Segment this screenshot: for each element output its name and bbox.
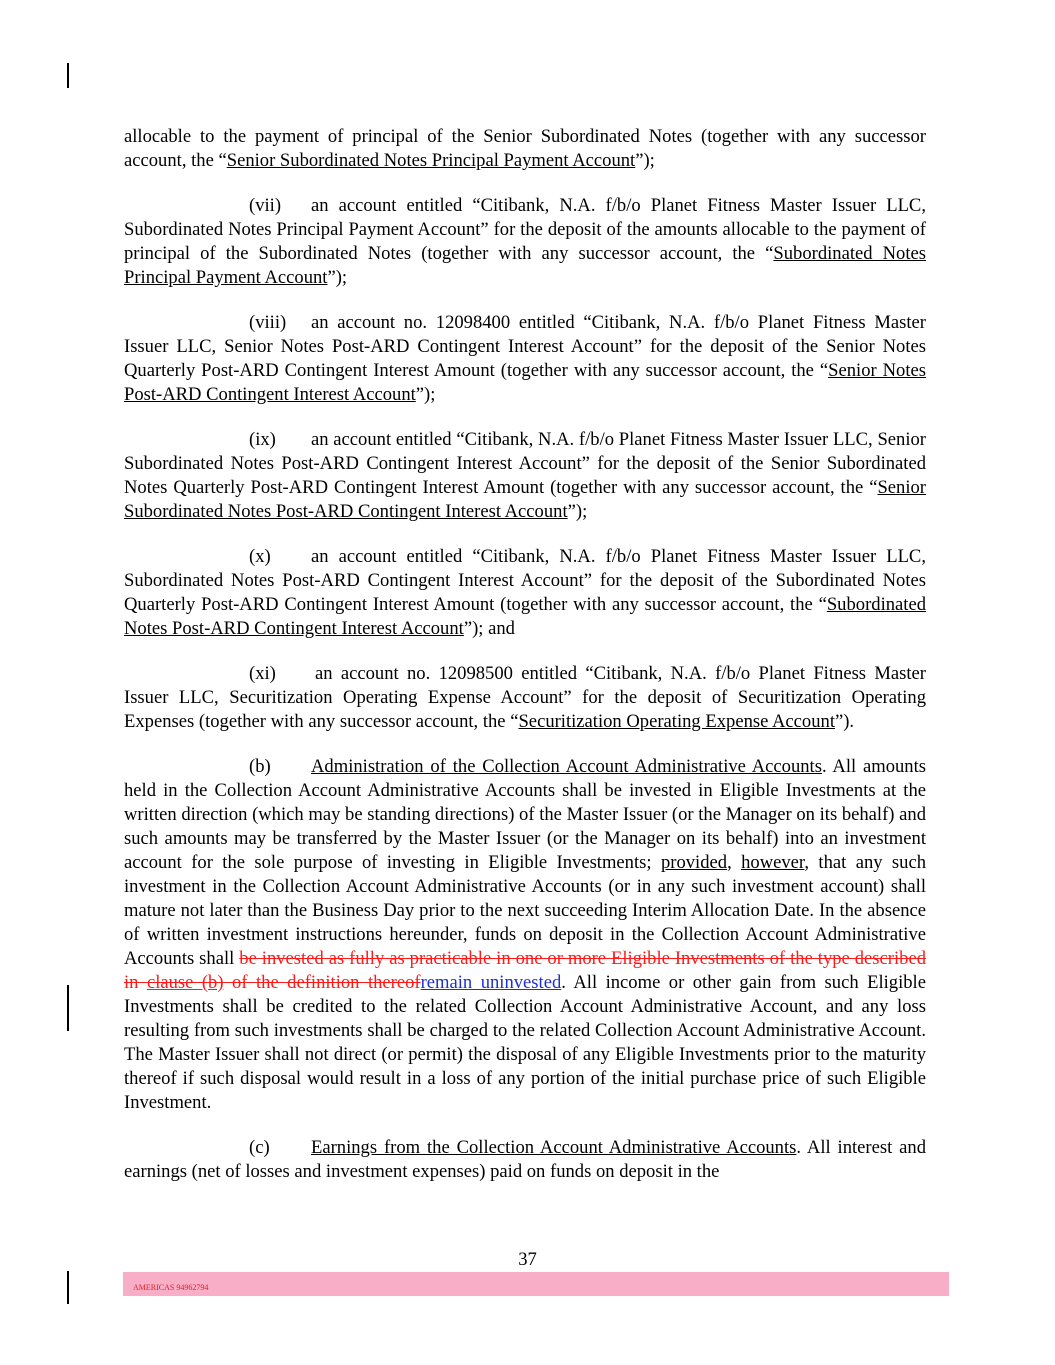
paragraph-text: allocable to the payment of principal of the Senior Subordinated Notes (together with any successor account, the “ [124,126,926,171]
paragraph-text: an account entitled “Citibank, N.A. f/b/o Planet Fitness Master Issuer LLC, Senior Subordinated Notes Post-ARD Contingent Interest Account” for the deposit of the Senior Subordinated Notes Quarterly Post-ARD Contingent Interest Amount (together with any successor account, the “ [124,429,926,498]
paragraph-text: . All amounts held in the Collection Account Administrative Accounts shall be invested in Eligible Investments at the written direction (which may be standing directions) of the Master Issuer (or the Manager on its behalf) and such amounts may be transferred by the Master Issuer (or the Manager on its behalf) into an investment account for the sole purpose of investing in Eligible Investments; [124,756,927,873]
paragraph-vii [124,194,926,290]
paragraph-text: ”); [415,384,436,405]
paragraph-text: ”); [567,501,588,522]
clause-number: (ix) [249,429,276,450]
paragraph-text: an account entitled “Citibank, N.A. f/b/o Planet Fitness Master Issuer LLC, Subordinated Notes Post-ARD Contingent Interest Account” for the deposit of the Subordinated Notes Quarterly Post-ARD Contingent Interest Amount (together with any successor account, the “ [124,546,926,615]
footer-band [123,1272,949,1296]
defined-term: Senior Subordinated Notes Post-ARD Contingent Interest Account [124,477,926,522]
clause-number: (viii) [249,312,287,333]
section-heading: Earnings from the Collection Account Administrative Accounts [311,1137,797,1158]
deleted-clause-reference: clause (b) [146,972,224,993]
clause-number: (vii) [249,195,282,216]
deleted-text: be invested as fully as practicable in one or more Eligible Investments of the type described in [124,948,926,993]
clause-number: (x) [249,546,271,567]
defined-term: Senior Subordinated Notes Principal Payment Account [226,150,636,171]
paragraph-viii [124,311,926,407]
paragraph-text: ”); [635,150,655,171]
inserted-text: remain uninvested [420,972,562,993]
change-bar-bottom [67,1271,69,1304]
defined-term: Subordinated Notes Post-ARD Contingent Interest Account [124,594,926,639]
defined-term: Senior Notes Post-ARD Contingent Interest Account [124,360,927,405]
paragraph-text: ”); and [463,618,515,639]
paragraph-text: ”). [834,711,855,732]
paragraph-text: ”); [327,267,348,288]
paragraph-xi [124,662,926,734]
paragraph-text: . All income or other gain from such Eligible Investments shall be credited to the related Collection Account Administrative Account, and any loss resulting from such investments shall be charged to the related Collection Account Administrative Account. The Master Issuer shall not direct (or permit) the disposal of any Eligible Investments prior to the maturity thereof if such disposal would result in a loss of any portion of the initial purchase price of such Eligible Investment. [124,972,926,1113]
deleted-text: of the definition thereof [223,972,421,993]
clause-number: (xi) [249,663,276,684]
paragraph-text: an account no. 12098500 entitled “Citibank, N.A. f/b/o Planet Fitness Master Issuer LLC, Securitization Operating Expense Account” for the deposit of Securitization Operating Expenses (together with any successor account, the “ [124,663,926,732]
paragraph-text: an account entitled “Citibank, N.A. f/b/o Planet Fitness Master Issuer LLC, Subordinated Notes Principal Payment Account” for the deposit of the amounts allocable to the payment of principal of the Subordinated Notes (together with any successor account, the “ [124,195,926,264]
paragraph-text: an account no. 12098400 entitled “Citibank, N.A. f/b/o Planet Fitness Master Issuer LLC, Senior Notes Post-ARD Contingent Interest Account” for the deposit of the Senior Notes Quarterly Post-ARD Contingent Interest Amount (together with any successor account, the “ [124,312,926,381]
however-term: however [741,852,805,873]
punctuation: , [727,852,742,873]
provided-term: provided [660,852,728,873]
page-number: 37 [518,1249,537,1270]
document-body [124,125,926,1205]
paragraph-x [124,545,926,641]
document-id: AMERICAS 94962794 [133,1283,209,1292]
defined-term: Subordinated Notes Principal Payment Account [124,243,926,288]
paragraph-text: , that any such investment in the Collection Account Administrative Accounts (or in any such investment account) shall mature not later than the Business Day prior to the next succeeding Interim Allocation Date. In the absence of written investment instructions hereunder, funds on deposit in the Collection Account Administrative Accounts shall [124,852,927,969]
section-number: (b) [249,756,271,777]
paragraph-b [124,755,926,1115]
change-bar-revision [67,985,69,1031]
section-number: (c) [249,1137,270,1158]
paragraph-text: . All interest and earnings (net of losses and investment expenses) paid on funds on deposit in the [124,1137,926,1182]
paragraph-c [124,1136,926,1184]
section-heading: Administration of the Collection Account Administrative Accounts [311,756,822,777]
paragraph-continuation [124,125,926,173]
paragraph-ix [124,428,926,524]
defined-term: Securitization Operating Expense Account [518,711,835,732]
change-bar-top [67,63,69,88]
